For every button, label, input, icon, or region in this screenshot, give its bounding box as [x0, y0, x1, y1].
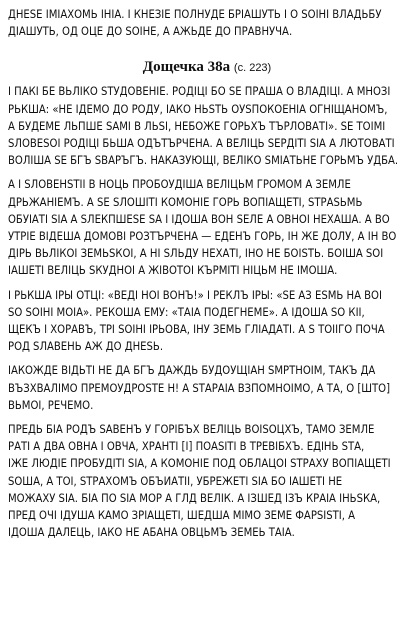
paragraph-5	[8, 421, 406, 541]
text-line: ІЖЕ ЛЮДІЕ ПРОБУДІТІ SІА, А КОМОНІЕ ПОД ОБЛАЦОІ SТРАХУ ВОПІАЩЕТІ	[8, 457, 391, 471]
text-line: А БУДЕМЕ ЛЬПШЕ SАМІ В ЛЬSІ, НЕБОЖЕ ГОРЬХЪ ТЪРЛОВАТІ». SE ТОІМІ	[8, 119, 386, 133]
text-line: РОД SЛАВЕНЬ АЖ ДО ДНЕSЬ.	[8, 340, 164, 354]
paragraph-1	[8, 83, 406, 169]
text-line: ІДОША ДАЛЕЦЬ, ІАКО НЕ АБАНА ОВЦЬМЪ ЗЕМЕЬ ТАІА.	[8, 526, 295, 540]
section-heading	[8, 58, 406, 77]
text-line: УТРІЕ ВІДЕША ДОМОВІ РОЗТЪРЧЕНА — ЕДЕНЪ ГОРЬ, ІН ЖЕ ДОЛУ, А ІН ВО	[8, 230, 397, 244]
text-line: ПРЕДЬ БІА РОДЪ SАВЕНЪ У ГОРІБЪХ ВЕЛІЦЬ ВОІSОЦХЪ, ТАМО ЗЕМЛЕ	[8, 423, 375, 437]
text-line: ВЪЗХВАЛІМО ПРЕМОУДРОSТЕ Н! А SТАРАІА ВЗПОМНОІМО, А ТА, О [ШТО]	[8, 381, 391, 395]
text-line: ОБУІАТІ SІА А SЛЕКПШЕSЕ SА І ІДОША ВОН SЕЛЕ А ОВНОІ НЕХАША. А ВО	[8, 212, 390, 226]
text-line: SОША, А ТОІ, SТРАХОМЪ ОБЪИАТІІ, УБРЕЖЕТІ SІА БО ІАШЕТІ НЕ	[8, 474, 343, 488]
text-line: ДІРЬ ВЬЛІКОІ ЗЕМЬSКОІ, А НІ SЛЬДУ НЕХАТІ, ІНО НЕ БОІSТЬ. БОІША SОІ	[8, 247, 384, 261]
text-line: ВЬМОІ, РЕЧЕМО.	[8, 398, 94, 412]
text-line: І ПАКІ БЕ ВЬЛІКО SТУДОВЕНІЕ. РОДІЦІ БО SE ПРАША О ВЛАДІЦІ. А МНОЗІ	[8, 85, 391, 99]
text-line: МОЖАХУ SІА. БІА ПО SІА МОР А ГЛД ВЕЛІК. А ІЗШЕД ІЗЪ КРАІА ІНЬSКА,	[8, 491, 381, 505]
text-line: ДРЬЖАНІЕМЪ. А SE SЛОШІТІ КОМОНІЕ ГОРЬ ВОПІАЩЕТІ, SТРАSЬМЬ	[8, 195, 363, 209]
heading-page-ref: (с. 223)	[233, 62, 272, 75]
text-line: SО SОІНІ МОІА». РЕКОША ЕМУ: «ТАІА ПОДЕГНЕМЕ». А ІДОША SО КІІ,	[8, 305, 365, 319]
text-line: SЛОВЕSОІ РОДІЦІ БЬША ОДЪТЪРЧЕНА. А ВЕЛІЦЬ SЕРДІТІ SІА А ЛЮТОВАТІ	[8, 137, 395, 151]
text-line: ДНЕSЕ ІМІАХОМЬ ІНІА. І КНЕЗІЕ ПОЛНУДЕ БРІАШУТЬ І О SОІНІ ВЛАДЬБУ	[8, 8, 382, 21]
paragraph-2	[8, 176, 406, 279]
text-line: І РЬКША ІРЫ ОТЦІ: «ВЕДІ НОІ ВОНЪ!» І РЕКЛЪ ІРЫ: «SЕ АЗ ЕSМЬ НА ВОІ	[8, 288, 382, 302]
text-line: ІАШЕТІ ВЕЛІЦЬ SКУДНОІ А ЖІВОТОІ КЪРМІТІ НІЦЬМ НЕ ІМОША.	[8, 264, 338, 278]
text-line: ПРЕД ОЧІ ІДУША КАМО ЗРІАЩЕТІ, ШЕДША МІМО ЗЕМЕ ФАРSІSТІ, А	[8, 509, 356, 523]
paragraph-3	[8, 287, 406, 356]
intro-paragraph	[8, 6, 406, 40]
text-line: ДІАШУТЬ, ОД ОЦЕ ДО SОІНЕ, А АЖЬДЕ ДО ПРАВНУЧА.	[8, 25, 293, 39]
text-line: ІАКОЖДЕ ВІДЬТІ НЕ ДА БГЪ ДАЖДЬ БУДОУЩІАН SМРТНОІМ, ТАКЪ ДА	[8, 364, 376, 378]
text-line: РАТІ А ДВА ОВНА І ОВЧА, ХРАНТІ [І] ПОАSІТІ В ТРЕВІБХЪ. ЕДІНЬ SТА,	[8, 440, 365, 454]
text-line: ЩЕКЪ І ХОРАВЪ, ТРІ SОІНІ ІРЬОВА, ІНУ ЗЕМЬ ГЛІАДАТІ. А S ТОІІГО ПОЧА	[8, 323, 385, 337]
text-line: А І SЛОВЕНSТІІ В НОЦЬ ПРОБОУДІША ВЕЛІЦЬМ ГРОМОМ А ЗЕМЛЕ	[8, 178, 351, 192]
text-line: РЬКША: «НЕ ІДЕМО ДО РОДУ, ІАКО НЬSТЬ ОУSПОКОЕНІА ОГНІЩАНОМЪ,	[8, 102, 388, 116]
text-line: ВОЛІША SE БГЪ SВАРЪГЪ. НАКАЗУЮЩІ, ВЕЛІКО SМІАТЬНЕ ГОРЬМЪ УДБА.	[8, 154, 399, 168]
heading-title: Дощечка 38а	[142, 59, 231, 76]
paragraph-4	[8, 362, 406, 414]
